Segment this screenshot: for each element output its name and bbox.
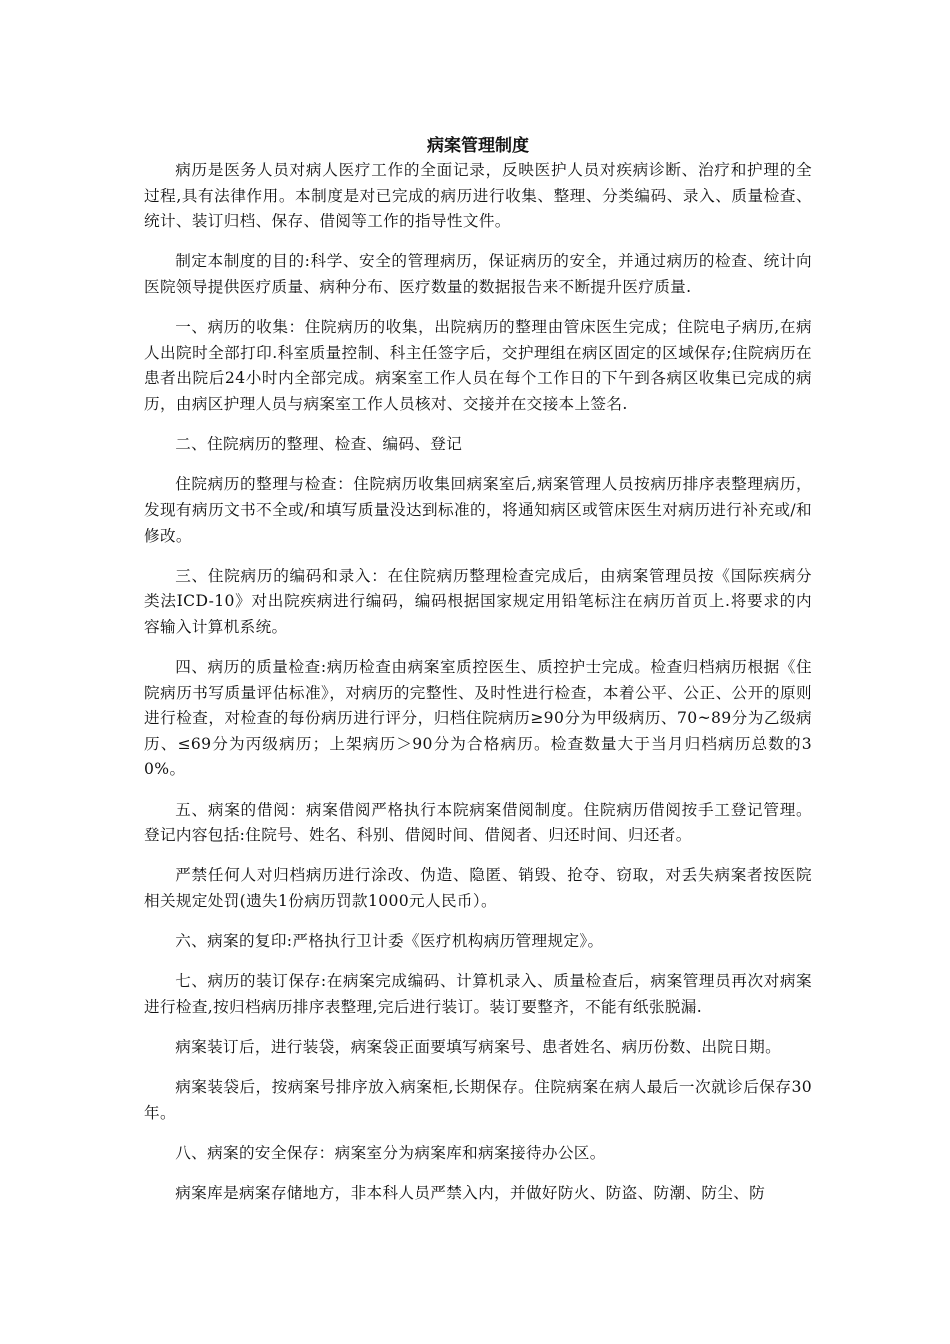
paragraph-purpose: 制定本制度的目的:科学、安全的管理病历，保证病历的安全，并通过病历的检查、统计向医院领导提供医疗质量、病种分布、医疗数量的数据报告来不断提升医疗质量.: [144, 252, 812, 296]
paragraph-section-2-detail: 住院病历的整理与检查：住院病历收集回病案室后,病案管理人员按病历排序表整理病历，发现有病历文书不全或/和填写质量没达到标准的，将通知病区或管床医生对病历进行补充或/和修改。: [144, 475, 812, 545]
paragraph-section-5-detail: 严禁任何人对归档病历进行涂改、伪造、隐匿、销毁、抢夺、窃取，对丢失病案者按医院相关规定处罚(遗失1份病历罚款1000元人民币）。: [144, 866, 812, 910]
document-body: [144, 134, 812, 1222]
paragraph-section-5: 五、病案的借阅：病案借阅严格执行本院病案借阅制度。住院病历借阅按手工登记管理。登记内容包括:住院号、姓名、科别、借阅时间、借阅者、归还时间、归还者。: [144, 800, 812, 845]
paragraph-section-8: 八、病案的安全保存：病案室分为病案库和病案接待办公区。: [175, 1144, 606, 1163]
paragraph-intro: 病历是医务人员对病人医疗工作的全面记录，反映医护人员对疾病诊断、治疗和护理的全过程,具有法律作用。本制度是对已完成的病历进行收集、整理、分类编码、录入、质量检查、统计、装订归档、保存、借阅等工作的指导性文件。: [144, 161, 812, 231]
paragraph-section-7-storage: 病案装袋后，按病案号排序放入病案柜,长期保存。住院病案在病人最后一次就诊后保存30年。: [144, 1078, 812, 1122]
paragraph-section-7-bagging: 病案装订后，进行装袋，病案袋正面要填写病案号、患者姓名、病历份数、出院日期。: [175, 1038, 782, 1057]
document-title: 病案管理制度: [427, 136, 529, 156]
paragraph-section-7: 七、病历的装订保存:在病案完成编码、计算机录入、质量检查后，病案管理员再次对病案进行检查,按归档病历排序表整理,完后进行装订。装订要整齐，不能有纸张脱漏.: [144, 972, 812, 1016]
paragraph-section-8-detail: 病案库是病案存储地方，非本科人员严禁入内，并做好防火、防盗、防潮、防尘、防: [175, 1184, 766, 1203]
paragraph-section-6: 六、病案的复印:严格执行卫计委《医疗机构病历管理规定》。: [175, 932, 604, 951]
paragraph-section-3: 三、住院病历的编码和录入：在住院病历整理检查完成后，由病案管理员按《国际疾病分类法ICD-10》对出院疾病进行编码，编码根据国家规定用铅笔标注在病历首页上.将要求的内容输入计算机系统。: [144, 566, 812, 636]
paragraph-section-2: 二、住院病历的整理、检查、编码、登记: [175, 435, 463, 454]
paragraph-section-4: 四、病历的质量检查:病历检查由病案室质控医生、质控护士完成。检查归档病历根据《住院病历书写质量评估标准》，对病历的完整性、及时性进行检查，本着公平、公正、公开的原则进行检查，对检查的每份病历进行评分，归档住院病历≥90分为甲级病历、70~89分为乙级病历、≤69分为丙级病历；上架病历＞90分为合格病历。检查数量大于当月归档病历总数的30%。: [144, 658, 812, 779]
paragraph-section-1: 一、病历的收集：住院病历的收集，出院病历的整理由管床医生完成；住院电子病历,在病人出院时全部打印.科室质量控制、科主任签字后，交护理组在病区固定的区域保存;住院病历在患者出院后24小时内全部完成。病案室工作人员在每个工作日的下午到各病区收集已完成的病历，由病区护理人员与病案室工作人员核对、交接并在交接本上签名.: [144, 318, 812, 413]
